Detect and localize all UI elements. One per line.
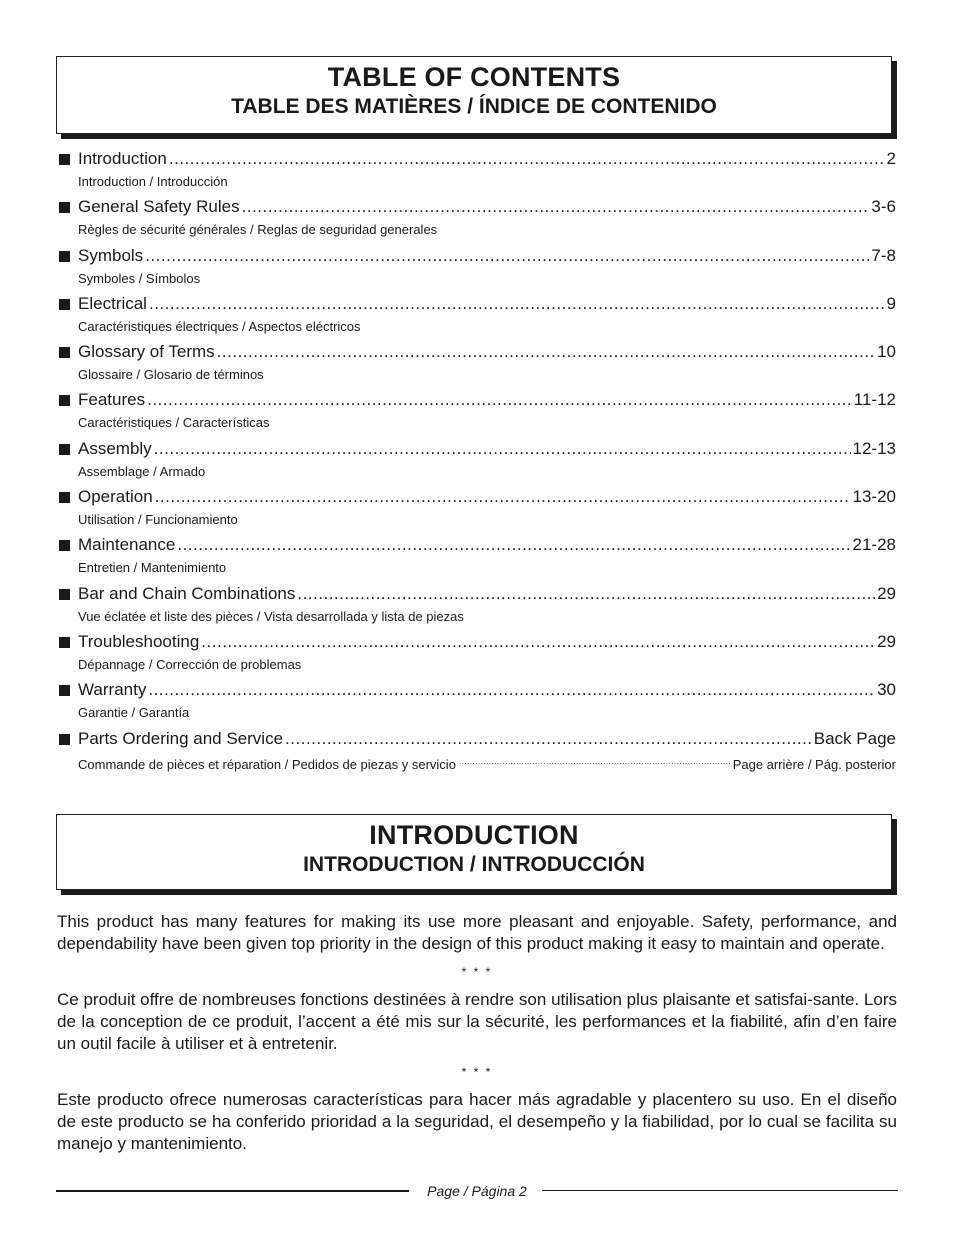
dot-leader <box>148 679 875 701</box>
toc-entry-translation: Assemblage / Armado <box>78 463 206 479</box>
square-bullet-icon <box>59 395 70 406</box>
toc-entry-translation: Dépannage / Corrección de problemas <box>78 656 302 672</box>
toc-entry[interactable] <box>59 245 896 293</box>
table-of-contents <box>59 148 896 776</box>
dot-leader <box>149 293 885 315</box>
toc-entry-page: 11-12 <box>853 390 896 410</box>
intro-body <box>57 911 897 1155</box>
dot-leader <box>297 583 875 605</box>
toc-entry-title: Troubleshooting <box>78 631 200 651</box>
toc-entry[interactable] <box>59 293 896 341</box>
square-bullet-icon <box>59 589 70 600</box>
toc-entry[interactable] <box>59 486 896 534</box>
toc-entry-title: Warranty <box>78 680 147 700</box>
toc-entry[interactable] <box>59 438 896 486</box>
toc-entry-title: Introduction <box>78 149 167 168</box>
toc-entry-page: Back Page <box>813 728 896 748</box>
toc-entry-page: 29 <box>877 631 896 651</box>
dot-leader <box>459 753 730 770</box>
intro-header-box <box>56 814 892 890</box>
toc-entry-translation: Caractéristiques / Características <box>78 415 270 431</box>
dot-leader <box>154 438 851 460</box>
square-bullet-icon <box>59 685 70 696</box>
toc-entry-title: Features <box>78 390 146 410</box>
toc-entry-translation: Garantie / Garantía <box>78 705 190 721</box>
page-footer <box>56 1182 898 1200</box>
toc-entry-title: General Safety Rules <box>78 197 240 217</box>
toc-header-box <box>56 56 892 134</box>
toc-entry-translation: Symboles / Símbolos <box>78 270 201 286</box>
toc-entry-translation: Glossaire / Glosario de términos <box>78 367 264 383</box>
square-bullet-icon <box>59 154 70 165</box>
toc-entry-page: 29 <box>877 583 896 603</box>
toc-entry-translation: Vue éclatée et liste des pièces / Vista desarrollada y lista de piezas <box>78 608 464 624</box>
toc-entry-translation: Utilisation / Funcionamiento <box>78 512 238 528</box>
toc-entry-page: 7-8 <box>871 245 896 265</box>
square-bullet-icon <box>59 251 70 262</box>
toc-entry-translation: Commande de pièces et réparation / Pedidos de piezas y servicio <box>78 756 456 772</box>
toc-entry-title: Operation <box>78 487 153 507</box>
dot-leader <box>177 534 850 556</box>
separator-stars: * * * <box>461 1065 493 1079</box>
toc-entry-translation: Entretien / Mantenimiento <box>78 560 227 576</box>
toc-entry-translation: Règles de sécurité générales / Reglas de seguridad generales <box>78 222 438 238</box>
toc-entry-page: 2 <box>886 149 896 168</box>
toc-entry-page: 13-20 <box>852 487 896 507</box>
dot-leader <box>169 148 885 170</box>
square-bullet-icon <box>59 202 70 213</box>
dot-leader <box>217 341 875 363</box>
toc-entry-title: Parts Ordering and Service <box>78 728 284 748</box>
toc-entry[interactable] <box>59 196 896 244</box>
intro-title: INTRODUCTION <box>369 820 579 850</box>
toc-entry-translation: Caractéristiques électriques / Aspectos eléctricos <box>78 318 361 334</box>
dot-leader <box>285 728 812 750</box>
intro-paragraph-en: This product has many features for making its use more pleasant and enjoyable. Safety, performance, and dependability have been given top priority in the design of this product making it easy to maintain and operate. <box>57 912 897 953</box>
square-bullet-icon <box>59 299 70 310</box>
square-bullet-icon <box>59 637 70 648</box>
toc-entry[interactable] <box>59 534 896 582</box>
intro-subtitle: INTRODUCTION / INTRODUCCIÓN <box>303 853 645 876</box>
toc-title: TABLE OF CONTENTS <box>327 62 621 92</box>
square-bullet-icon <box>59 492 70 503</box>
toc-entry-page: 3-6 <box>871 197 896 217</box>
square-bullet-icon <box>59 444 70 455</box>
toc-entry-page: 30 <box>877 680 896 700</box>
dot-leader <box>145 245 869 267</box>
dot-leader <box>201 631 875 653</box>
square-bullet-icon <box>59 734 70 745</box>
toc-subtitle: TABLE DES MATIÈRES / ÍNDICE DE CONTENIDO <box>231 95 717 118</box>
toc-entry[interactable] <box>59 679 896 727</box>
toc-entry[interactable] <box>59 583 896 631</box>
intro-paragraph-fr: Ce produit offre de nombreuses fonctions destinées à rendre son utilisation plus plaisante et satisfai-sante. Lors de la conception de ce produit, l’accent a été mis sur la sécurité, les performances et la fiabilité, afin d’en faire un outil facile à utiliser et à entretenir. <box>57 990 897 1053</box>
toc-entry[interactable] <box>59 341 896 389</box>
toc-entry[interactable] <box>59 148 896 196</box>
toc-entry[interactable] <box>59 631 896 679</box>
toc-entry-title: Electrical <box>78 293 147 313</box>
toc-entry[interactable] <box>59 728 896 776</box>
toc-entry[interactable] <box>59 389 896 437</box>
toc-entry-title: Glossary of Terms <box>78 342 215 362</box>
toc-entry-title: Symbols <box>78 245 144 265</box>
toc-entry-translation: Introduction / Introducción <box>78 174 228 189</box>
toc-entry-page: 10 <box>877 342 896 362</box>
dot-leader <box>147 389 852 411</box>
toc-entry-page: 9 <box>886 293 896 313</box>
separator-stars: * * * <box>461 965 493 979</box>
dot-leader <box>155 486 851 508</box>
toc-entry-title: Assembly <box>78 438 152 458</box>
toc-entry-page: 21-28 <box>852 535 896 555</box>
page-number: Page / Página 2 <box>427 1183 527 1199</box>
toc-entry-page: 12-13 <box>852 438 896 458</box>
square-bullet-icon <box>59 347 70 358</box>
toc-entry-title: Maintenance <box>78 535 176 555</box>
square-bullet-icon <box>59 540 70 551</box>
toc-entry-translation-page: Page arrière / Pág. posterior <box>732 756 896 772</box>
intro-paragraph-es: Este producto ofrece numerosas características para hacer más agradable y placentero su uso. En el diseño de este producto se ha conferido prioridad a la seguridad, el desempeño y la fiabilidad, por lo cual se facilita su manejo y mantenimiento. <box>57 1090 897 1153</box>
dot-leader <box>242 196 870 218</box>
toc-entry-title: Bar and Chain Combinations <box>78 583 296 603</box>
